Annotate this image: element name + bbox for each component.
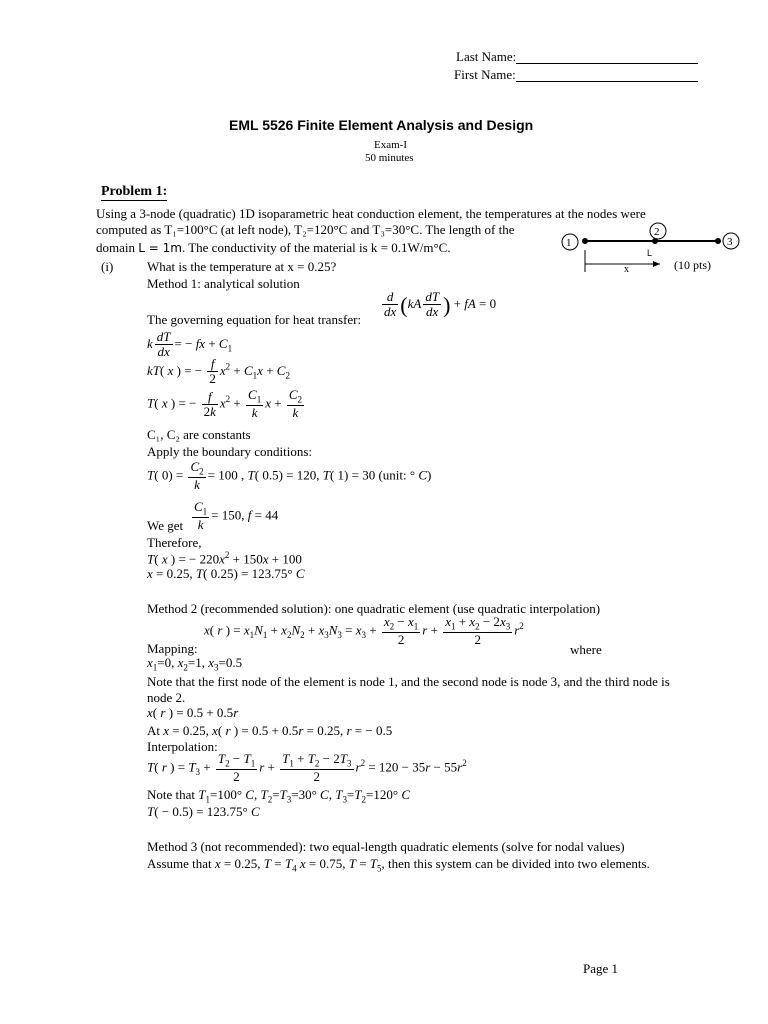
mapping-label: Mapping:	[147, 641, 198, 656]
intro-line-1: Using a 3-node (quadratic) 1D isoparametric heat conduction element, the temperatures at the nodes were	[96, 206, 646, 221]
part-i-question: What is the temperature at x = 0.25?	[147, 259, 337, 274]
last-name-blank	[516, 51, 698, 64]
note-nodes-1: Note that the first node of the element is node 1, and the second node is node 3, and the third node is	[147, 674, 670, 689]
exam-label: Exam-I	[374, 139, 407, 151]
we-get-equation: $\frac{C_1}{k}$ = 150, f = 44	[194, 499, 279, 533]
first-name-label: First Name:	[454, 67, 516, 82]
last-name-label: Last Name:	[456, 49, 517, 64]
T-minus-result: T( − 0.5) = 123.75° C	[147, 804, 260, 819]
mapping-equation: x( r ) = $x_1N_1 + x_2N_2 + x_3N_3 = x_3$ + $\frac{x_2 - x_1}{2}$ r + $\frac{x_1 + x_2 - 2x_3}{2}$ $r^2$	[204, 614, 524, 648]
we-get-label: We get	[147, 518, 184, 533]
note-that-equation: Note that $T_1=100^\circ$ C, $T_2=T_3=30^\circ$ C, $T_3=T_2=120^\circ$ C	[147, 787, 410, 805]
result-Tx: T( x ) = − $220x^2 + 150x + 100$	[147, 550, 302, 567]
interp-equation: T( r ) = $T_3$ + $\frac{T_2 - T_1}{2}$ r + $\frac{T_1 + T_2 - 2T_3}{2}$ $r^2 = 120 - 35r - 55r^2$	[147, 751, 467, 785]
bc-label: Apply the boundary conditions:	[147, 444, 313, 459]
duration-label: 50 minutes	[365, 152, 414, 164]
domain-length: L = 1m	[138, 241, 182, 255]
x-of-r: x( r ) = 0.5 + 0.5r	[147, 705, 239, 720]
node-3-dot	[715, 238, 721, 244]
node-3-label: 3	[727, 236, 733, 248]
at-equation: At x = 0.25, x( r ) = 0.5 + 0.5r = 0.25, r = − 0.5	[147, 723, 393, 738]
x-arrow-head	[653, 261, 660, 267]
node-2-label: 2	[654, 226, 660, 238]
page-number: Page 1	[583, 961, 619, 976]
points-label: (10 pts)	[674, 258, 711, 272]
constants-note: C₁, C₂ are constants	[147, 427, 251, 442]
problem-heading: Problem 1:	[101, 184, 168, 199]
part-i-label: (i)	[101, 259, 114, 274]
length-label: L	[647, 248, 653, 258]
first-name-blank	[516, 69, 698, 82]
method-2-heading: Method 2 (recommended solution): one quadratic element (use quadratic interpolation)	[147, 601, 601, 616]
interp-label: Interpolation:	[147, 739, 218, 754]
course-title: EML 5526 Finite Element Analysis and Design	[229, 117, 534, 133]
therefore-label: Therefore,	[147, 535, 202, 550]
mapping-values: $x_1=0$, $x_2=1$, $x_3=0.5$	[147, 655, 243, 673]
x-label: x	[624, 264, 629, 275]
bc-equation: T( 0) = $\frac{C_2}{k}$ = 100 , T( 0.5) = 120, T( 1) = 30 (unit: ° C)	[147, 459, 432, 493]
intro-line-2: computed as T₁=100°C (at left node), T₂=120°C and T₃=30°C. The length of the	[96, 222, 515, 237]
assume-equation: Assume that x = 0.25, $T = T_4$ x = 0.75, $T = T_5$, then this system can be divided into two elements.	[147, 856, 650, 874]
intro-line-3: domain L = 1m. The conductivity of the material is k = 0.1W/m°C.	[96, 240, 451, 255]
node-1-label: 1	[566, 237, 572, 249]
element-figure	[560, 222, 745, 277]
governing-label: The governing equation for heat transfer:	[147, 312, 362, 327]
result-value: x = 0.25, T( 0.25) = 123.75° C	[147, 566, 305, 581]
mapping-where: where	[570, 642, 602, 657]
eq-kTx: kT( x ) = − $\frac{f}{2}$ $x^2 + C_1x + C_2$	[147, 356, 290, 387]
method-3-heading: Method 3 (not recommended): two equal-length quadratic elements (solve for nodal values)	[147, 839, 625, 854]
method-1-heading: Method 1: analytical solution	[147, 276, 300, 291]
last-name-row	[456, 50, 698, 64]
first-name-row	[454, 68, 698, 82]
governing-equation: $\frac{d}{dx}$ (kA $\frac{dT}{dx}$ ) + fA = 0	[384, 289, 497, 320]
node-1-dot	[582, 238, 588, 244]
eq-k-dTdx: k $\frac{dT}{dx}$ = − fx + $C_1$	[147, 329, 233, 360]
eq-Tx: T( x ) = − $\frac{f}{2k}$ $x^2$ + $\frac{C_1}{k}$ x + $\frac{C_2}{k}$	[147, 387, 302, 421]
note-nodes-2: node 2.	[147, 690, 186, 705]
